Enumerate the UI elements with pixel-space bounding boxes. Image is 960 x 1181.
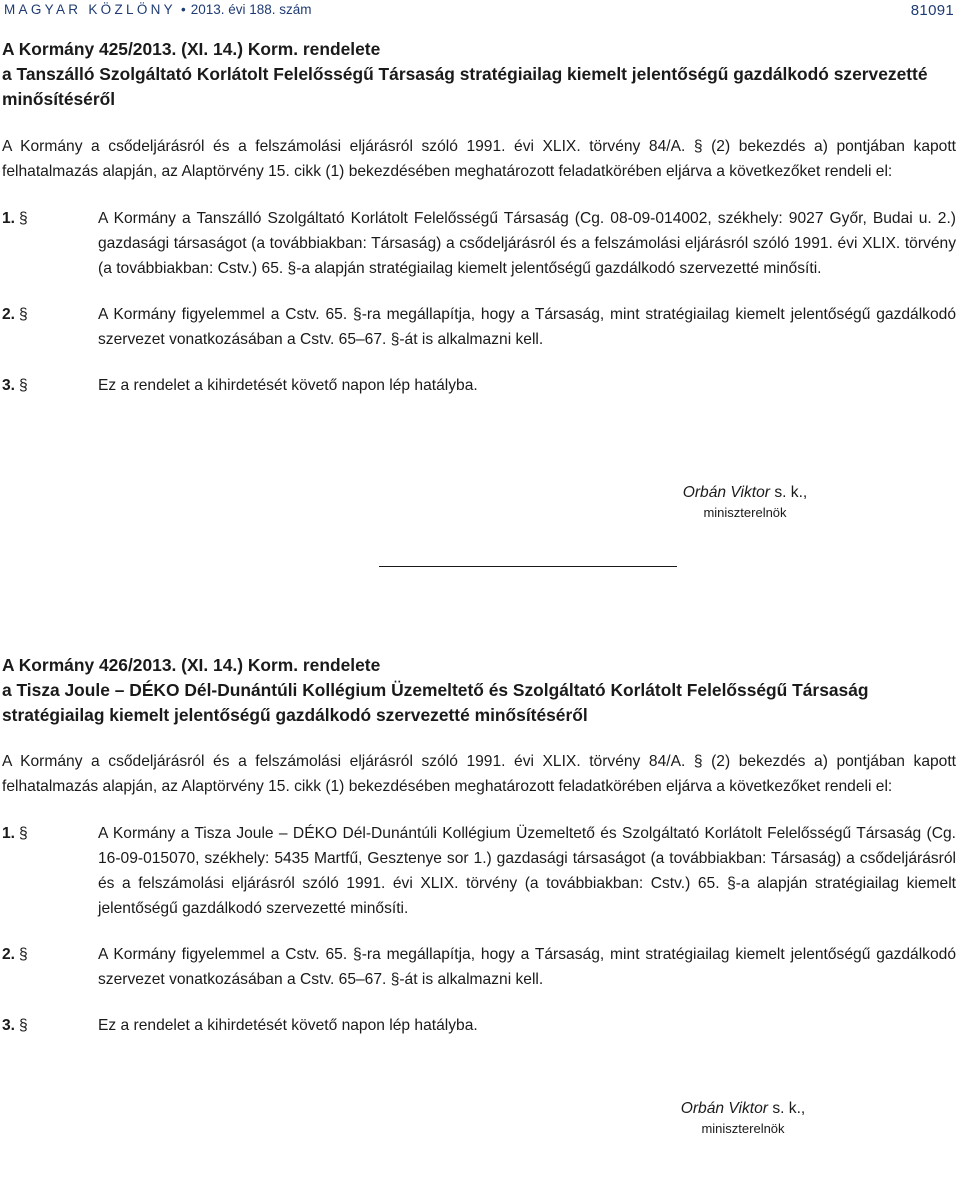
- header-bullet: •: [180, 2, 186, 17]
- journal-name: MAGYAR KÖZLÖNY: [4, 2, 176, 17]
- section-sign: §: [19, 306, 28, 323]
- signature-block-426: [643, 1098, 843, 1138]
- section-text: A Kormány figyelemmel a Cstv. 65. §-ra megállapítja, hogy a Társaság, mint stratégiailag kiemelt jelentőségű gazdálkodó szervezet vonatkozásában a Cstv. 65–67. §-át is alkalmazni kell.: [98, 946, 956, 988]
- decree-426: [2, 653, 956, 1038]
- decree-subject-line: a Tanszálló Szolgáltató Korlátolt Felelősségű Társaság stratégiailag kiemelt jelentőségű gazdálkodó szervezetté minősítéséről: [2, 64, 928, 109]
- page-number: 81091: [910, 2, 954, 19]
- section-2: [2, 942, 956, 992]
- section-3: [2, 373, 956, 398]
- decree-preamble: A Kormány a csődeljárásról és a felszámolási eljárásról szóló 1991. évi XLIX. törvény 84/A. § (2) bekezdés a) pontjában kapott felhatalmazás alapján, az Alaptörvény 15. cikk (1) bekezdésében meghatározott feladatkörében eljárva a következőket rendeli el:: [2, 138, 956, 180]
- section-text: A Kormány a Tanszálló Szolgáltató Korlátolt Felelősségű Társaság (Cg. 08-09-014002, székhely: 9027 Győr, Budai u. 2.) gazdasági társaságot (a továbbiakban: Társaság) a csődeljárásról és a felszámolási eljárásról szóló 1991. évi XLIX. törvény (a továbbiakban: Cstv.) 65. §-a alapján stratégiailag kiemelt jelentőségű gazdálkodó szervezetté minősíti.: [98, 210, 956, 277]
- signature-block-425: [645, 482, 845, 522]
- decree-title: [2, 653, 956, 728]
- decree-preamble: A Kormány a csődeljárásról és a felszámolási eljárásról szóló 1991. évi XLIX. törvény 84/A. § (2) bekezdés a) pontjában kapott felhatalmazás alapján, az Alaptörvény 15. cikk (1) bekezdésében meghatározott feladatkörében eljárva a következőket rendeli el:: [2, 753, 956, 795]
- section-text: A Kormány figyelemmel a Cstv. 65. §-ra megállapítja, hogy a Társaság, mint stratégiailag kiemelt jelentőségű gazdálkodó szervezet vonatkozásában a Cstv. 65–67. §-át is alkalmazni kell.: [98, 306, 956, 348]
- decree-separator: [379, 566, 677, 567]
- section-text: Ez a rendelet a kihirdetését követő napon lép hatályba.: [98, 1017, 478, 1034]
- running-head: [4, 2, 954, 22]
- signer-name: Orbán Viktor: [680, 1100, 768, 1117]
- section-text: Ez a rendelet a kihirdetését követő napon lép hatályba.: [98, 377, 478, 394]
- section-1: [2, 206, 956, 281]
- section-number: 1.: [2, 825, 16, 842]
- section-number: 2.: [2, 306, 16, 323]
- section-sign: §: [19, 1017, 28, 1034]
- section-sign: §: [19, 825, 28, 842]
- signer-office: miniszterelnök: [703, 505, 787, 520]
- signer: [643, 1098, 843, 1120]
- section-number: 3.: [2, 1017, 16, 1034]
- section-sign: §: [19, 946, 28, 963]
- section-3: [2, 1013, 956, 1038]
- decree-number-line: A Kormány 426/2013. (XI. 14.) Korm. rendelete: [2, 655, 381, 675]
- signer-suffix: s. k.,: [770, 484, 808, 501]
- section-number: 3.: [2, 377, 16, 394]
- signer-suffix: s. k.,: [768, 1100, 806, 1117]
- section-sign: §: [19, 377, 28, 394]
- section-number: 2.: [2, 946, 16, 963]
- decree-subject-line: a Tisza Joule – DÉKO Dél-Dunántúli Kollégium Üzemeltető és Szolgáltató Korlátolt Felelősségű Társaság stratégiailag kiemelt jelentőségű gazdálkodó szervezetté minősítéséről: [2, 680, 869, 725]
- decree-number-line: A Kormány 425/2013. (XI. 14.) Korm. rendelete: [2, 39, 381, 59]
- decree-title: [2, 37, 956, 112]
- section-text: A Kormány a Tisza Joule – DÉKO Dél-Dunántúli Kollégium Üzemeltető és Szolgáltató Korlátolt Felelősségű Társaság (Cg. 16-09-015070, székhely: 5435 Martfű, Gesztenye sor 1.) gazdasági társaságot (a továbbiakban: Társaság) a csődeljárásról és a felszámolási eljárásról szóló 1991. évi XLIX. törvény (a továbbiakban: Cstv.) 65. §-a alapján stratégiailag kiemelt jelentőségű gazdálkodó szervezetté minősíti.: [98, 825, 956, 917]
- section-number: 1.: [2, 210, 16, 227]
- signer-name: Orbán Viktor: [682, 484, 770, 501]
- section-2: [2, 302, 956, 352]
- section-1: [2, 821, 956, 921]
- decree-425: [2, 37, 956, 398]
- issue-label: 2013. évi 188. szám: [190, 2, 312, 17]
- signer-office: miniszterelnök: [701, 1121, 785, 1136]
- section-sign: §: [19, 210, 28, 227]
- signer: [645, 482, 845, 504]
